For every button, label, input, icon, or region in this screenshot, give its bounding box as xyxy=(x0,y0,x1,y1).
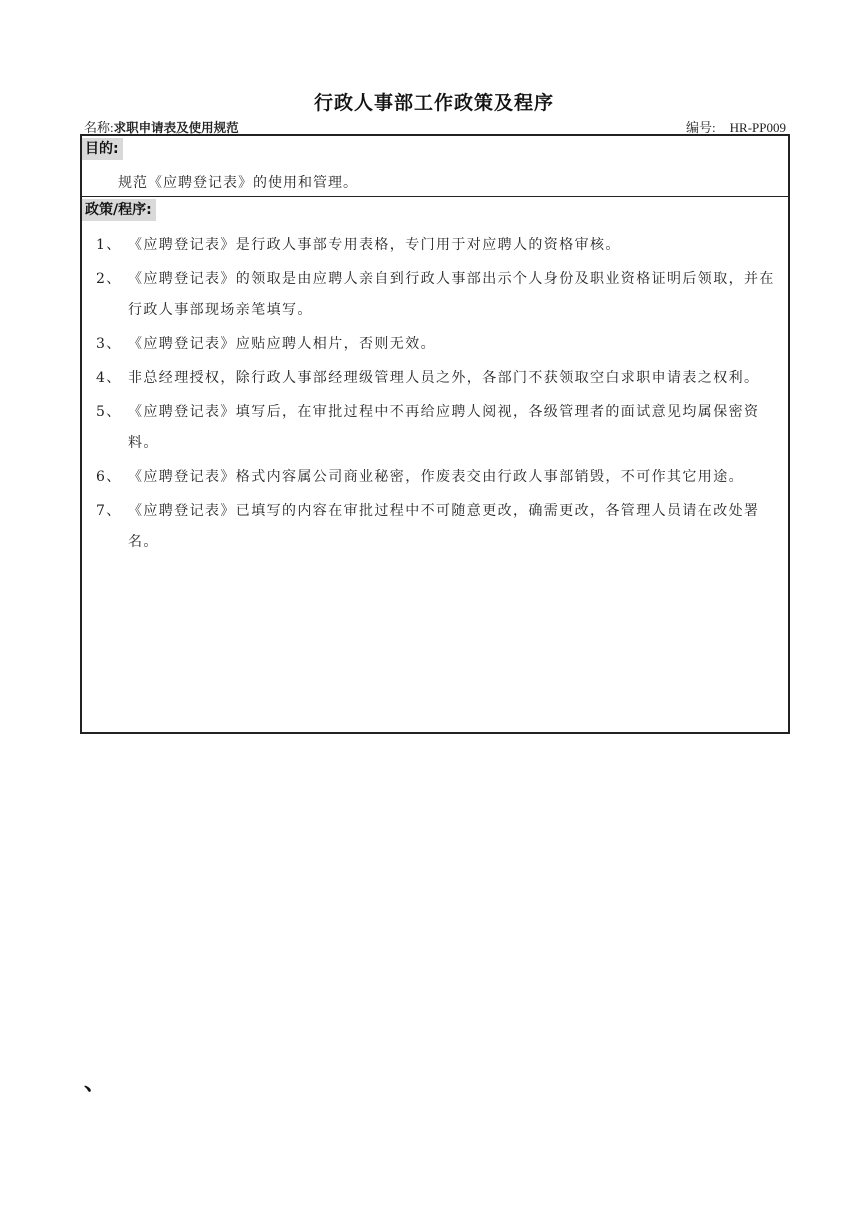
policy-item-number: 1、 xyxy=(96,237,122,253)
purpose-heading: 目的: xyxy=(82,138,123,160)
stray-mark: 、 xyxy=(84,1071,107,1096)
policy-item xyxy=(96,363,786,394)
policy-item xyxy=(96,264,786,326)
policy-item-number: 7、 xyxy=(96,503,122,519)
policy-item-text: 《应聘登记表》的领取是由应聘人亲自到行政人事部出示个人身份及职业资格证明后领取，并在行政人事部现场亲笔填写。 xyxy=(128,271,775,318)
policy-item-number: 5、 xyxy=(96,404,122,420)
name-value: 求职申请表及使用规范 xyxy=(113,120,239,135)
policy-item xyxy=(96,462,786,493)
policy-item-number: 2、 xyxy=(96,271,122,287)
section-divider xyxy=(82,196,788,197)
policy-item xyxy=(96,397,786,459)
policy-list xyxy=(96,230,786,561)
policy-item-number: 6、 xyxy=(96,469,122,485)
policy-item xyxy=(96,230,786,261)
policy-item-text: 非总经理授权，除行政人事部经理级管理人员之外，各部门不获领取空白求职申请表之权利。 xyxy=(128,370,760,386)
document-title: 行政人事部工作政策及程序 xyxy=(313,92,554,114)
policy-item xyxy=(96,329,786,360)
document-meta-row xyxy=(84,117,786,135)
code-label: 编号: xyxy=(686,120,716,135)
policy-item-text: 《应聘登记表》应贴应聘人相片，否则无效。 xyxy=(128,336,436,352)
policy-heading: 政策/程序: xyxy=(82,199,156,221)
policy-box xyxy=(80,134,790,734)
purpose-text: 规范《应聘登记表》的使用和管理。 xyxy=(118,175,358,191)
policy-item-number: 3、 xyxy=(96,336,122,352)
policy-item-text: 《应聘登记表》格式内容属公司商业秘密，作废表交由行政人事部销毁，不可作其它用途。 xyxy=(128,469,744,485)
name-label: 名称: xyxy=(84,120,114,135)
policy-item-text: 《应聘登记表》是行政人事部专用表格，专门用于对应聘人的资格审核。 xyxy=(128,237,621,253)
code-value: HR-PP009 xyxy=(729,120,786,135)
policy-item-text: 《应聘登记表》填写后，在审批过程中不再给应聘人阅视，各级管理者的面试意见均属保密资料。 xyxy=(128,404,760,451)
policy-item xyxy=(96,496,786,558)
policy-item-number: 4、 xyxy=(96,370,122,386)
policy-item-text: 《应聘登记表》已填写的内容在审批过程中不可随意更改，确需更改，各管理人员请在改处署名。 xyxy=(128,503,760,550)
